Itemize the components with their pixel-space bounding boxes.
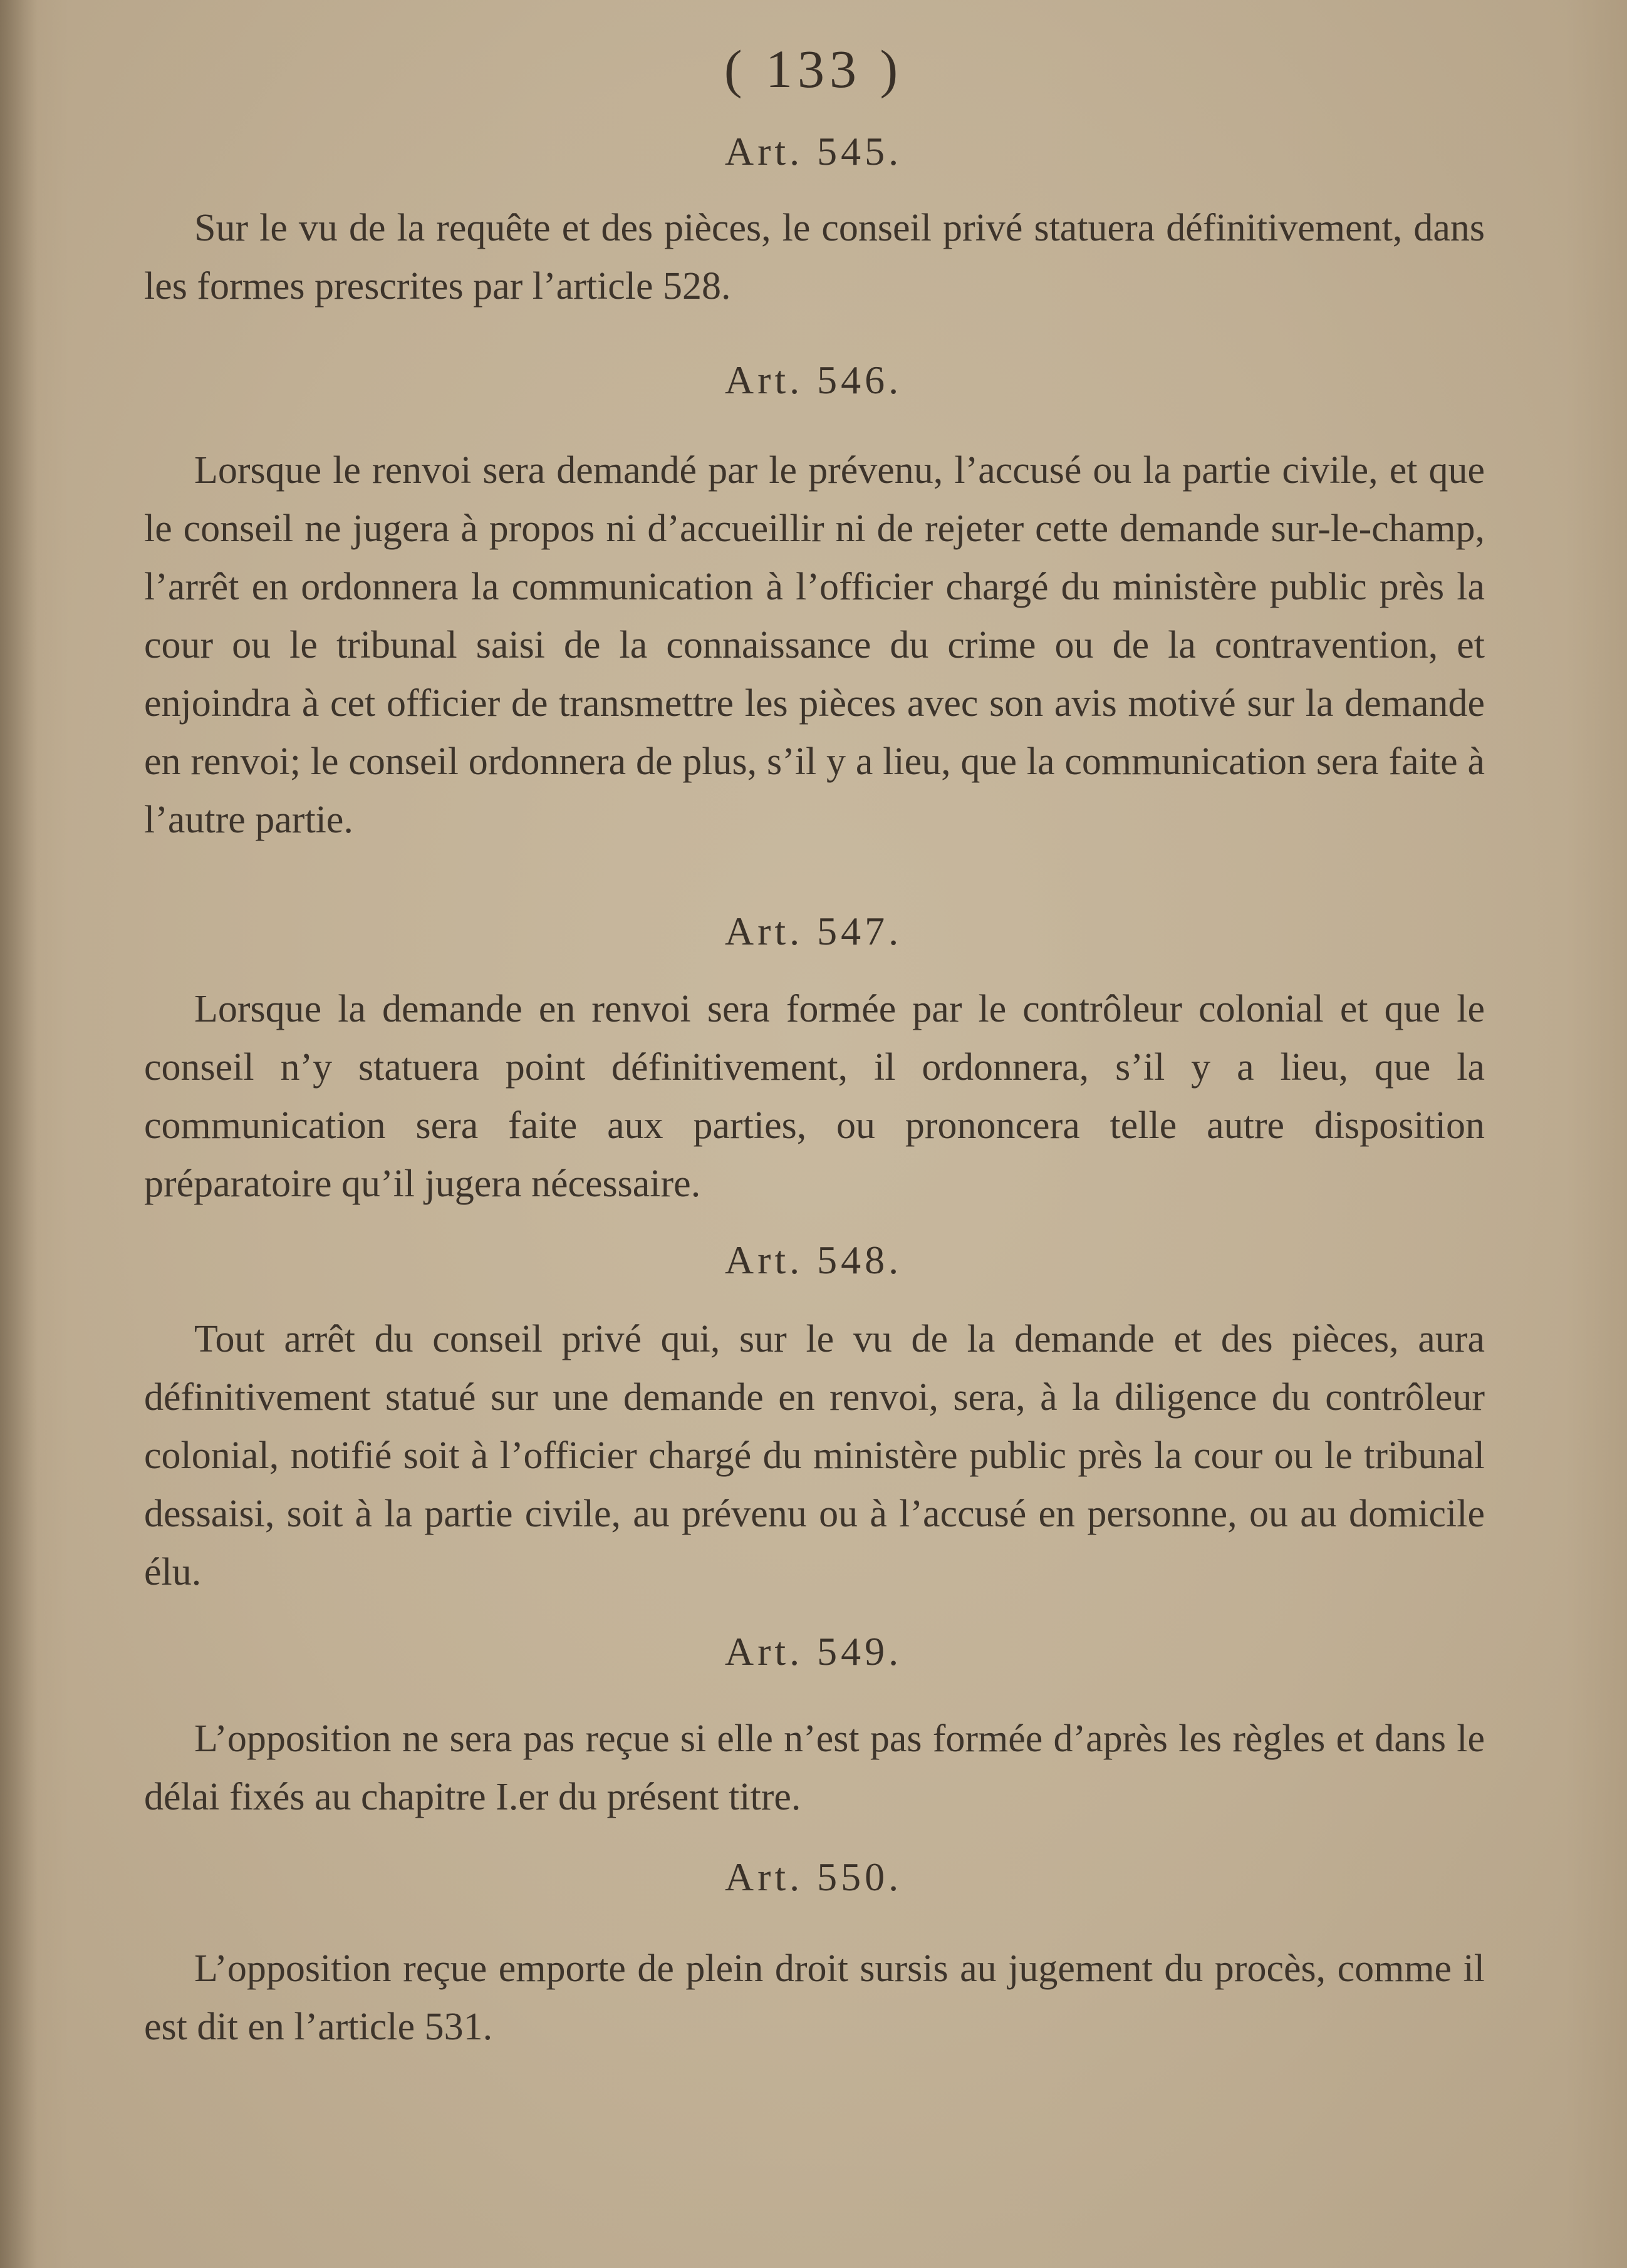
article-heading-548: Art. 548. [724,1238,903,1282]
binding-shadow [0,0,38,2268]
article-text-548: Tout arrêt du conseil privé qui, sur le vu de la demande et des pièces, aura définitivement statué sur une demande en renvoi, sera, à la diligence du contrôleur colonial, notifié soit à l’officier chargé du ministère public près la cour ou le tribunal dessaisi, soit à la partie civile, au prévenu ou à l’accusé en personne, ou au domicile élu. [144,1318,1485,1593]
article-text-545: Sur le vu de la requête et des pièces, le conseil privé statuera définitivement, dans les formes prescrites par l’article 528. [144,207,1485,308]
article-text-549: L’opposition ne sera pas reçue si elle n’est pas formée d’après les règles et dans le délai fixés au chapitre I.er du présent titre. [144,1717,1485,1818]
page-number: ( 133 ) [724,39,903,99]
article-heading-546: Art. 546. [724,358,903,402]
article-text-550: L’opposition reçue emporte de plein droit sursis au jugement du procès, comme il est dit en l’article 531. [144,1947,1485,2048]
article-text-546: Lorsque le renvoi sera demandé par le prévenu, l’accusé ou la partie civile, et que le conseil ne jugera à propos ni d’accueillir ni de rejeter cette demande sur-le-champ, l’arrêt en ordonnera la communication à l’officier chargé du ministère public près la cour ou le tribunal saisi de la connaissance du crime ou de la contravention, et enjoindra à cet officier de transmettre les pièces avec son avis motivé sur la demande en renvoi; le conseil ordonnera de plus, s’il y a lieu, que la communication sera faite à l’autre partie. [144,449,1485,841]
article-heading-545: Art. 545. [724,129,903,173]
article-heading-547: Art. 547. [724,909,903,953]
article-heading-549: Art. 549. [724,1629,903,1674]
article-text-547: Lorsque la demande en renvoi sera formée par le contrôleur colonial et que le conseil n’y statuera point définitivement, il ordonnera, s’il y a lieu, que la communication sera faite aux parties, ou prononcera telle autre disposition préparatoire qu’il jugera nécessaire. [144,988,1485,1205]
article-heading-550: Art. 550. [724,1855,903,1899]
